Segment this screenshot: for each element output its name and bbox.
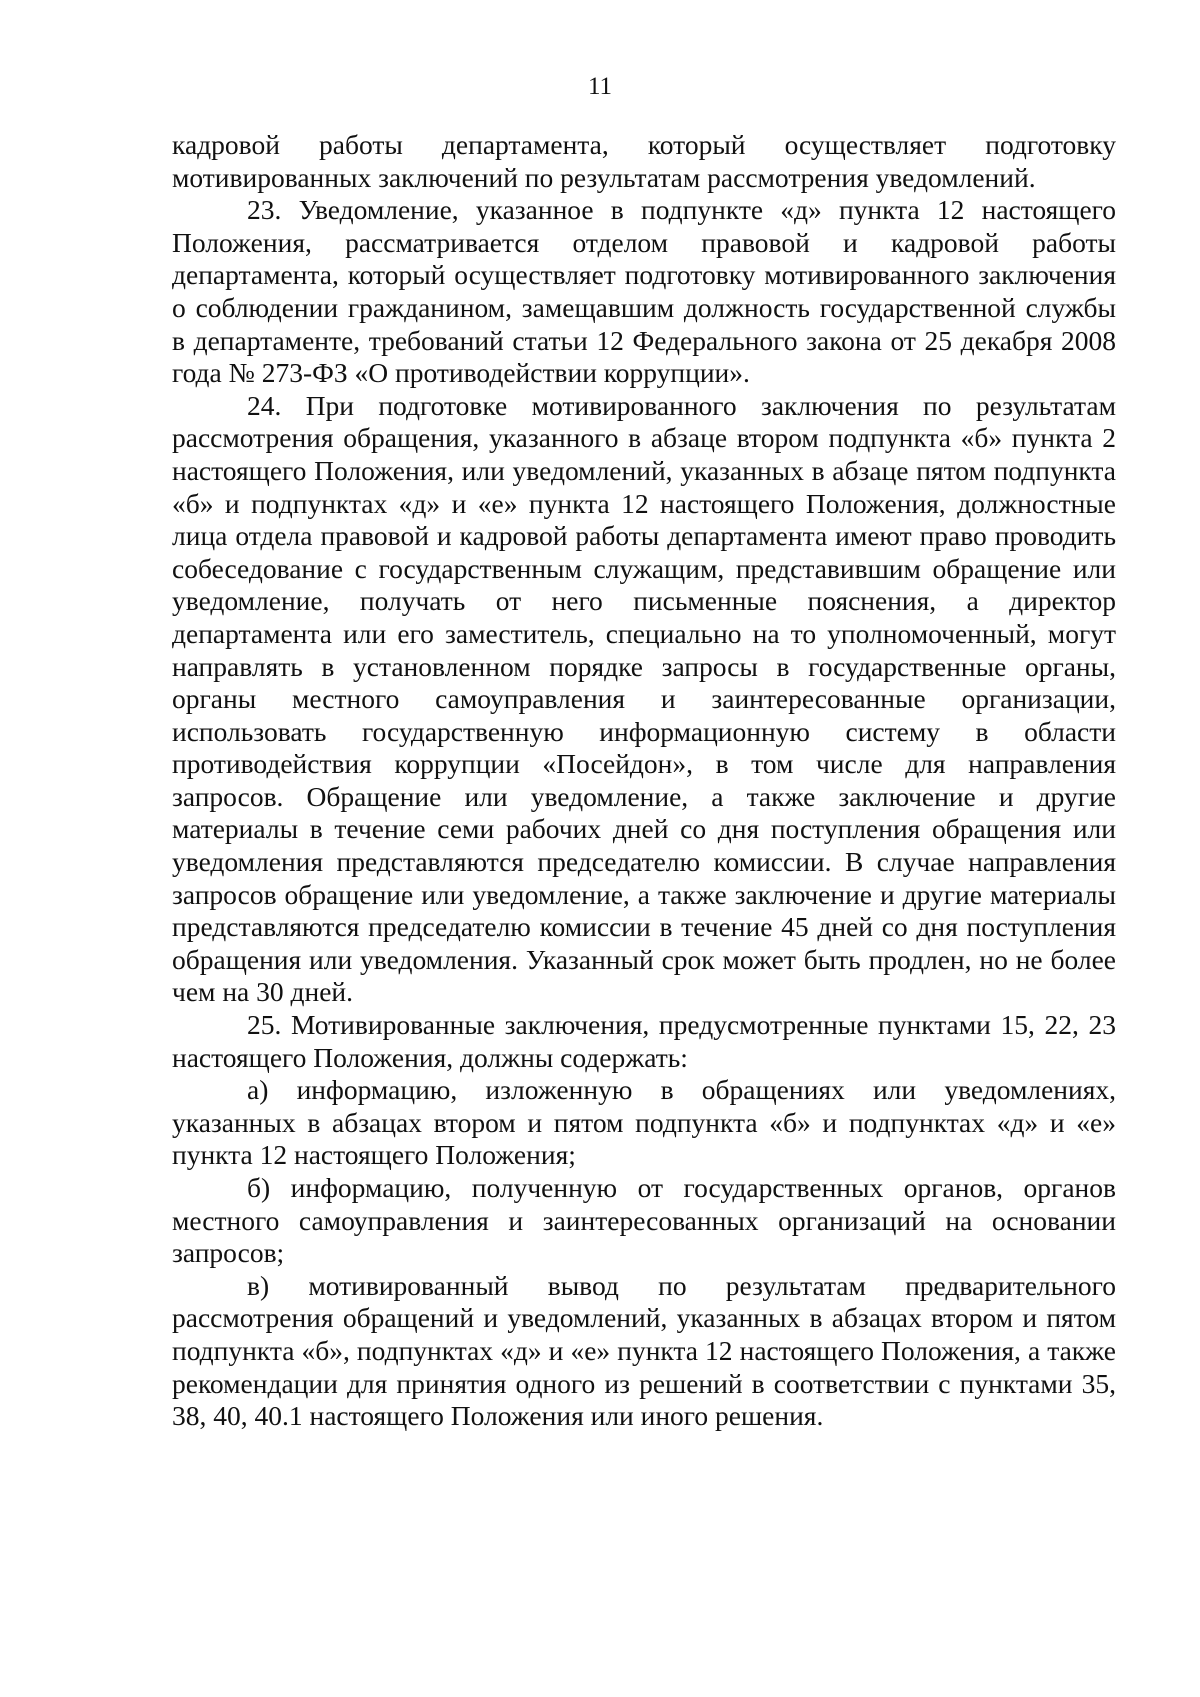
paragraph-item-25: 25. Мотивированные заключения, предусмотренные пунктами 15, 22, 23 настоящего Положения, должны содержать:	[172, 1009, 1116, 1073]
page-number: 11	[587, 73, 613, 100]
paragraph-item-23: 23. Уведомление, указанное в подпункте «д» пункта 12 настоящего Положения, рассматривается отделом правовой и кадровой работы департамента, который осуществляет подготовку мотивированного заключения о соблюдении гражданином, замещавшим должность государственной службы в департаменте, требований статьи 12 Федерального закона от 25 декабря 2008 года № 273-ФЗ «О противодействии коррупции».	[172, 194, 1116, 389]
paragraph-continuation: кадровой работы департамента, который осуществляет подготовку мотивированных заключений по результатам рассмотрения уведомлений.	[172, 129, 1116, 193]
paragraph-subitem-v: в) мотивированный вывод по результатам предварительного рассмотрения обращений и уведомлений, указанных в абзацах втором и пятом подпункта «б», подпунктах «д» и «е» пункта 12 настоящего Положения, а также рекомендации для принятия одного из решений в соответствии с пунктами 35, 38, 40, 40.1 настоящего Положения или иного решения.	[172, 1269, 1116, 1432]
paragraph-subitem-a: а) информацию, изложенную в обращениях или уведомлениях, указанных в абзацах втором и пятом подпункта «б» и подпунктах «д» и «е» пункта 12 настоящего Положения;	[172, 1074, 1116, 1171]
paragraph-item-24: 24. При подготовке мотивированного заключения по результатам рассмотрения обращения, указанного в абзаце втором подпункта «б» пункта 2 настоящего Положения, или уведомлений, указанных в абзаце пятом подпункта «б» и подпунктах «д» и «е» пункта 12 настоящего Положения, должностные лица отдела правовой и кадровой работы департамента имеют право проводить собеседование с государственным служащим, представившим обращение или уведомление, получать от него письменные пояснения, а директор департамента или его заместитель, специально на то уполномоченный, могут направлять в установленном порядке запросы в государственные органы, органы местного самоуправления и заинтересованные организации, использовать государственную информационную систему в области противодействия коррупции «Посейдон», в том числе для направления запросов. Обращение или уведомление, а также заключение и другие материалы в течение семи рабочих дней со дня поступления обращения или уведомления представляются председателю комиссии. В случае направления запросов обращение или уведомление, а также заключение и другие материалы представляются председателю комиссии в течение 45 дней со дня поступления обращения или уведомления. Указанный срок может быть продлен, но не более чем на 30 дней.	[172, 389, 1116, 1008]
document-body	[172, 129, 1116, 1433]
paragraph-subitem-b: б) информацию, полученную от государственных органов, органов местного самоуправления и заинтересованных организаций на основании запросов;	[172, 1172, 1116, 1269]
